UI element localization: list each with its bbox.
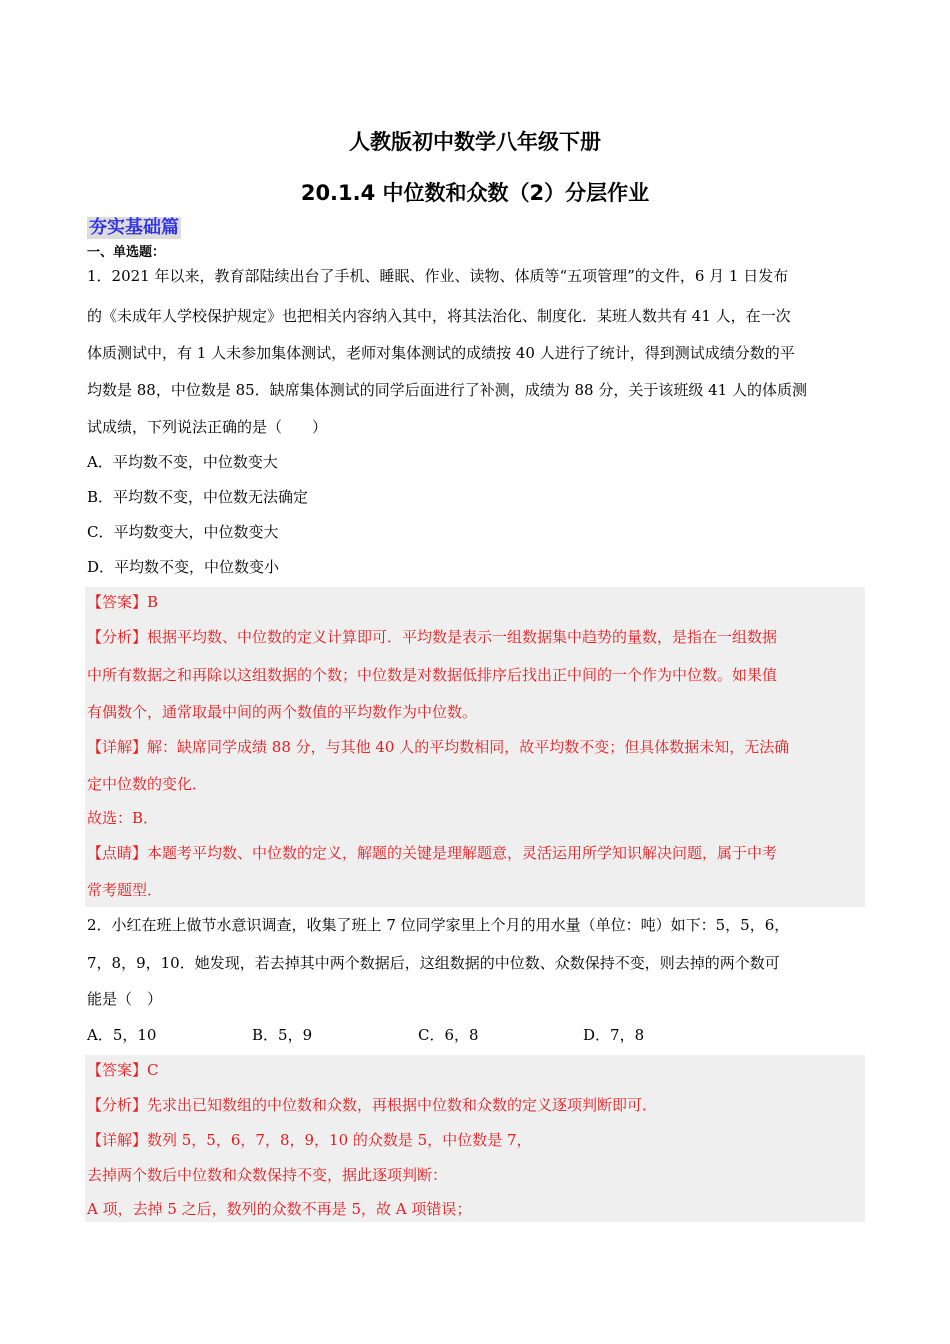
q2-option-d: D．7，8 <box>583 1026 645 1044</box>
q1-option-a: A．平均数不变，中位数变大 <box>87 453 278 471</box>
q1-stem-line: 试成绩，下列说法正确的是（ ） <box>87 418 328 436</box>
q1-comment-line: 常考题型． <box>87 881 163 899</box>
q1-detail-line: 定中位数的变化． <box>87 775 208 793</box>
q2-stem-line: 能是（ ） <box>87 990 163 1008</box>
q2-stem-line: 7，8，9，10．她发现，若去掉其中两个数据后，这组数据的中位数、众数保持不变，则去掉的两个数可 <box>87 954 780 972</box>
document-title: 人教版初中数学八年级下册 <box>349 130 601 154</box>
q1-stem-line: 1．2021 年以来，教育部陆续出台了手机、睡眠、作业、读物、体质等“五项管理”的文件，6 月 1 日发布 <box>87 267 789 285</box>
q2-option-b: B．5，9 <box>252 1026 313 1044</box>
q2-analysis-line: 【分析】先求出已知数组的中位数和众数，再根据中位数和众数的定义逐项判断即可． <box>87 1096 658 1114</box>
q1-option-c: C．平均数变大，中位数变大 <box>87 523 279 541</box>
q2-detail-line: 【详解】数列 5，5，6，7，8，9，10 的众数是 5，中位数是 7， <box>87 1131 532 1149</box>
q1-choice: 故选：B． <box>87 809 159 827</box>
q1-answer: 【答案】B <box>87 593 159 611</box>
q2-detail-line: 去掉两个数后中位数和众数保持不变，据此逐项判断： <box>87 1166 448 1184</box>
q2-option-c: C．6，8 <box>418 1026 479 1044</box>
document-subtitle: 20.1.4 中位数和众数（2）分层作业 <box>300 181 650 205</box>
q2-detail-line: A 项，去掉 5 之后，数列的众数不再是 5，故 A 项错误； <box>87 1200 472 1218</box>
q1-comment-line: 【点睛】本题考平均数、中位数的定义，解题的关键是理解题意，灵活运用所学知识解决问题，属于中考 <box>87 844 778 862</box>
q1-analysis-line: 【分析】根据平均数、中位数的定义计算即可．平均数是表示一组数据集中趋势的量数，是指在一组数据 <box>87 628 778 646</box>
q1-stem-line: 均数是 88，中位数是 85．缺席集体测试的同学后面进行了补测，成绩为 88 分，关于该班级 41 人的体质测 <box>87 381 807 399</box>
q1-analysis-line: 有偶数个，通常取最中间的两个数值的平均数作为中位数。 <box>87 703 478 721</box>
section-heading: 夯实基础篇 <box>89 217 179 238</box>
q2-option-a: A．5，10 <box>87 1026 157 1044</box>
q1-option-d: D．平均数不变，中位数变小 <box>87 558 280 576</box>
q1-stem-line: 的《未成年人学校保护规定》也把相关内容纳入其中，将其法治化、制度化．某班人数共有 41 人，在一次 <box>87 307 791 325</box>
q1-stem-line: 体质测试中，有 1 人未参加集体测试，老师对集体测试的成绩按 40 人进行了统计，得到测试成绩分数的平 <box>87 344 795 362</box>
q2-answer: 【答案】C <box>87 1061 159 1079</box>
q1-option-b: B．平均数不变，中位数无法确定 <box>87 488 309 506</box>
q1-detail-line: 【详解】解：缺席同学成绩 88 分，与其他 40 人的平均数相同，故平均数不变；但具体数据未知，无法确 <box>87 738 790 756</box>
subsection-heading: 一、单选题： <box>87 245 166 260</box>
q2-stem-line: 2．小红在班上做节水意识调查，收集了班上 7 位同学家里上个月的用水量（单位：吨）如下：5，5，6， <box>87 916 790 934</box>
q1-analysis-line: 中所有数据之和再除以这组数据的个数；中位数是对数据低排序后找出正中间的一个作为中位数。如果值 <box>87 666 778 684</box>
